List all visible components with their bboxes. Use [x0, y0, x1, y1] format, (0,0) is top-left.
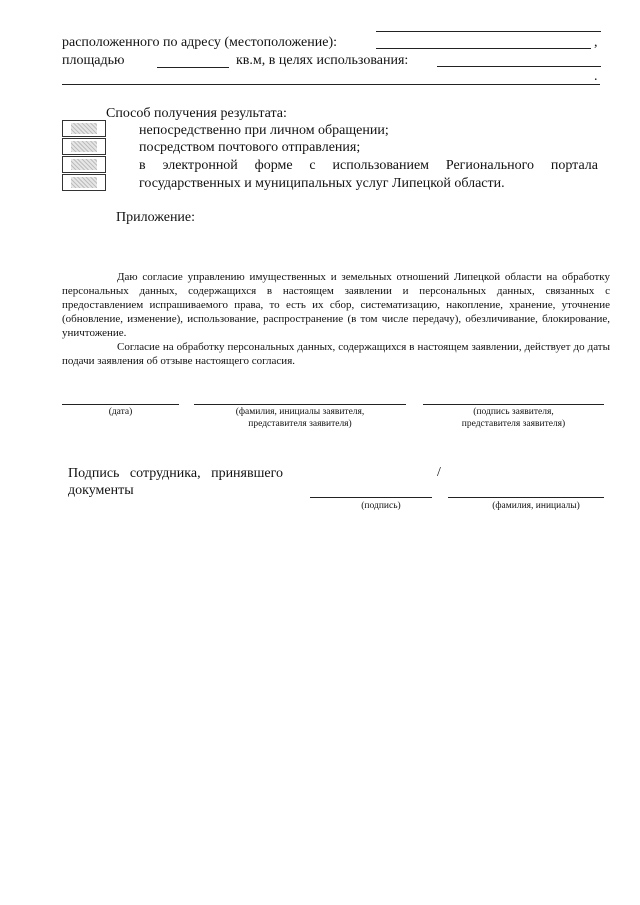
sign-caption-1: (подпись заявителя,: [473, 407, 554, 417]
checkbox-electronic[interactable]: [62, 156, 106, 173]
checkbox-in-person[interactable]: [62, 120, 106, 137]
attachment-label: Приложение:: [116, 210, 196, 225]
employee-sign-line[interactable]: [310, 497, 432, 498]
employee-label-line2: документы: [68, 483, 134, 498]
usage-continuation-line[interactable]: [62, 84, 600, 85]
employee-name-caption: (фамилия, инициалы): [492, 501, 580, 511]
address-line-top: [376, 31, 601, 32]
employee-name-line[interactable]: [448, 497, 604, 498]
checkbox-electronic-cont[interactable]: [62, 174, 106, 191]
employee-slash: /: [437, 465, 441, 480]
option-electronic-cont: государственных и муниципальных услуг Липецкой области.: [139, 176, 505, 191]
area-period: .: [594, 69, 598, 84]
address-input-line[interactable]: [376, 48, 591, 49]
name-caption-2: представителя заявителя): [248, 419, 352, 429]
area-label: площадью: [62, 53, 125, 68]
consent-paragraph-2: Согласие на обработку персональных данных, содержащихся в настоящем заявлении, действует до даты подачи заявления об отзыве настоящего согласия.: [62, 341, 610, 367]
option-electronic: в электронной форме с использованием Регионального портала: [139, 158, 598, 173]
consent-text: [62, 270, 610, 368]
area-units-label: кв.м, в целях использования:: [236, 53, 409, 68]
usage-input-line[interactable]: [437, 66, 601, 67]
employee-sign-caption: (подпись): [361, 501, 401, 511]
date-caption: (дата): [108, 407, 133, 417]
employee-label-line1: Подпись сотрудника, принявшего: [68, 466, 283, 481]
signature-line[interactable]: [423, 404, 604, 405]
option-in-person: непосредственно при личном обращении;: [139, 123, 389, 138]
area-input-line[interactable]: [157, 67, 229, 68]
checkbox-post[interactable]: [62, 138, 106, 155]
consent-paragraph-1: Даю согласие управлению имущественных и земельных отношений Липецкой области на обработку персональных данных, содержащихся в настоящем заявлении и персональных данных, связанных с предоставлением испрашиваемого права, то есть их сбор, систематизацию, накопление, хранение, уточнение (обновление, изменение), использование, распространение (в том числе передачу), обезличивание, блокирование, уничтожение.: [62, 271, 610, 339]
name-caption-1: (фамилия, инициалы заявителя,: [235, 407, 365, 417]
option-post: посредством почтового отправления;: [139, 140, 361, 155]
name-line[interactable]: [194, 404, 406, 405]
result-method-heading: Способ получения результата:: [106, 106, 287, 121]
date-line[interactable]: [62, 404, 179, 405]
sign-caption-2: представителя заявителя): [461, 419, 566, 429]
address-comma: ,: [594, 35, 598, 50]
address-label: расположенного по адресу (местоположение):: [62, 35, 338, 50]
